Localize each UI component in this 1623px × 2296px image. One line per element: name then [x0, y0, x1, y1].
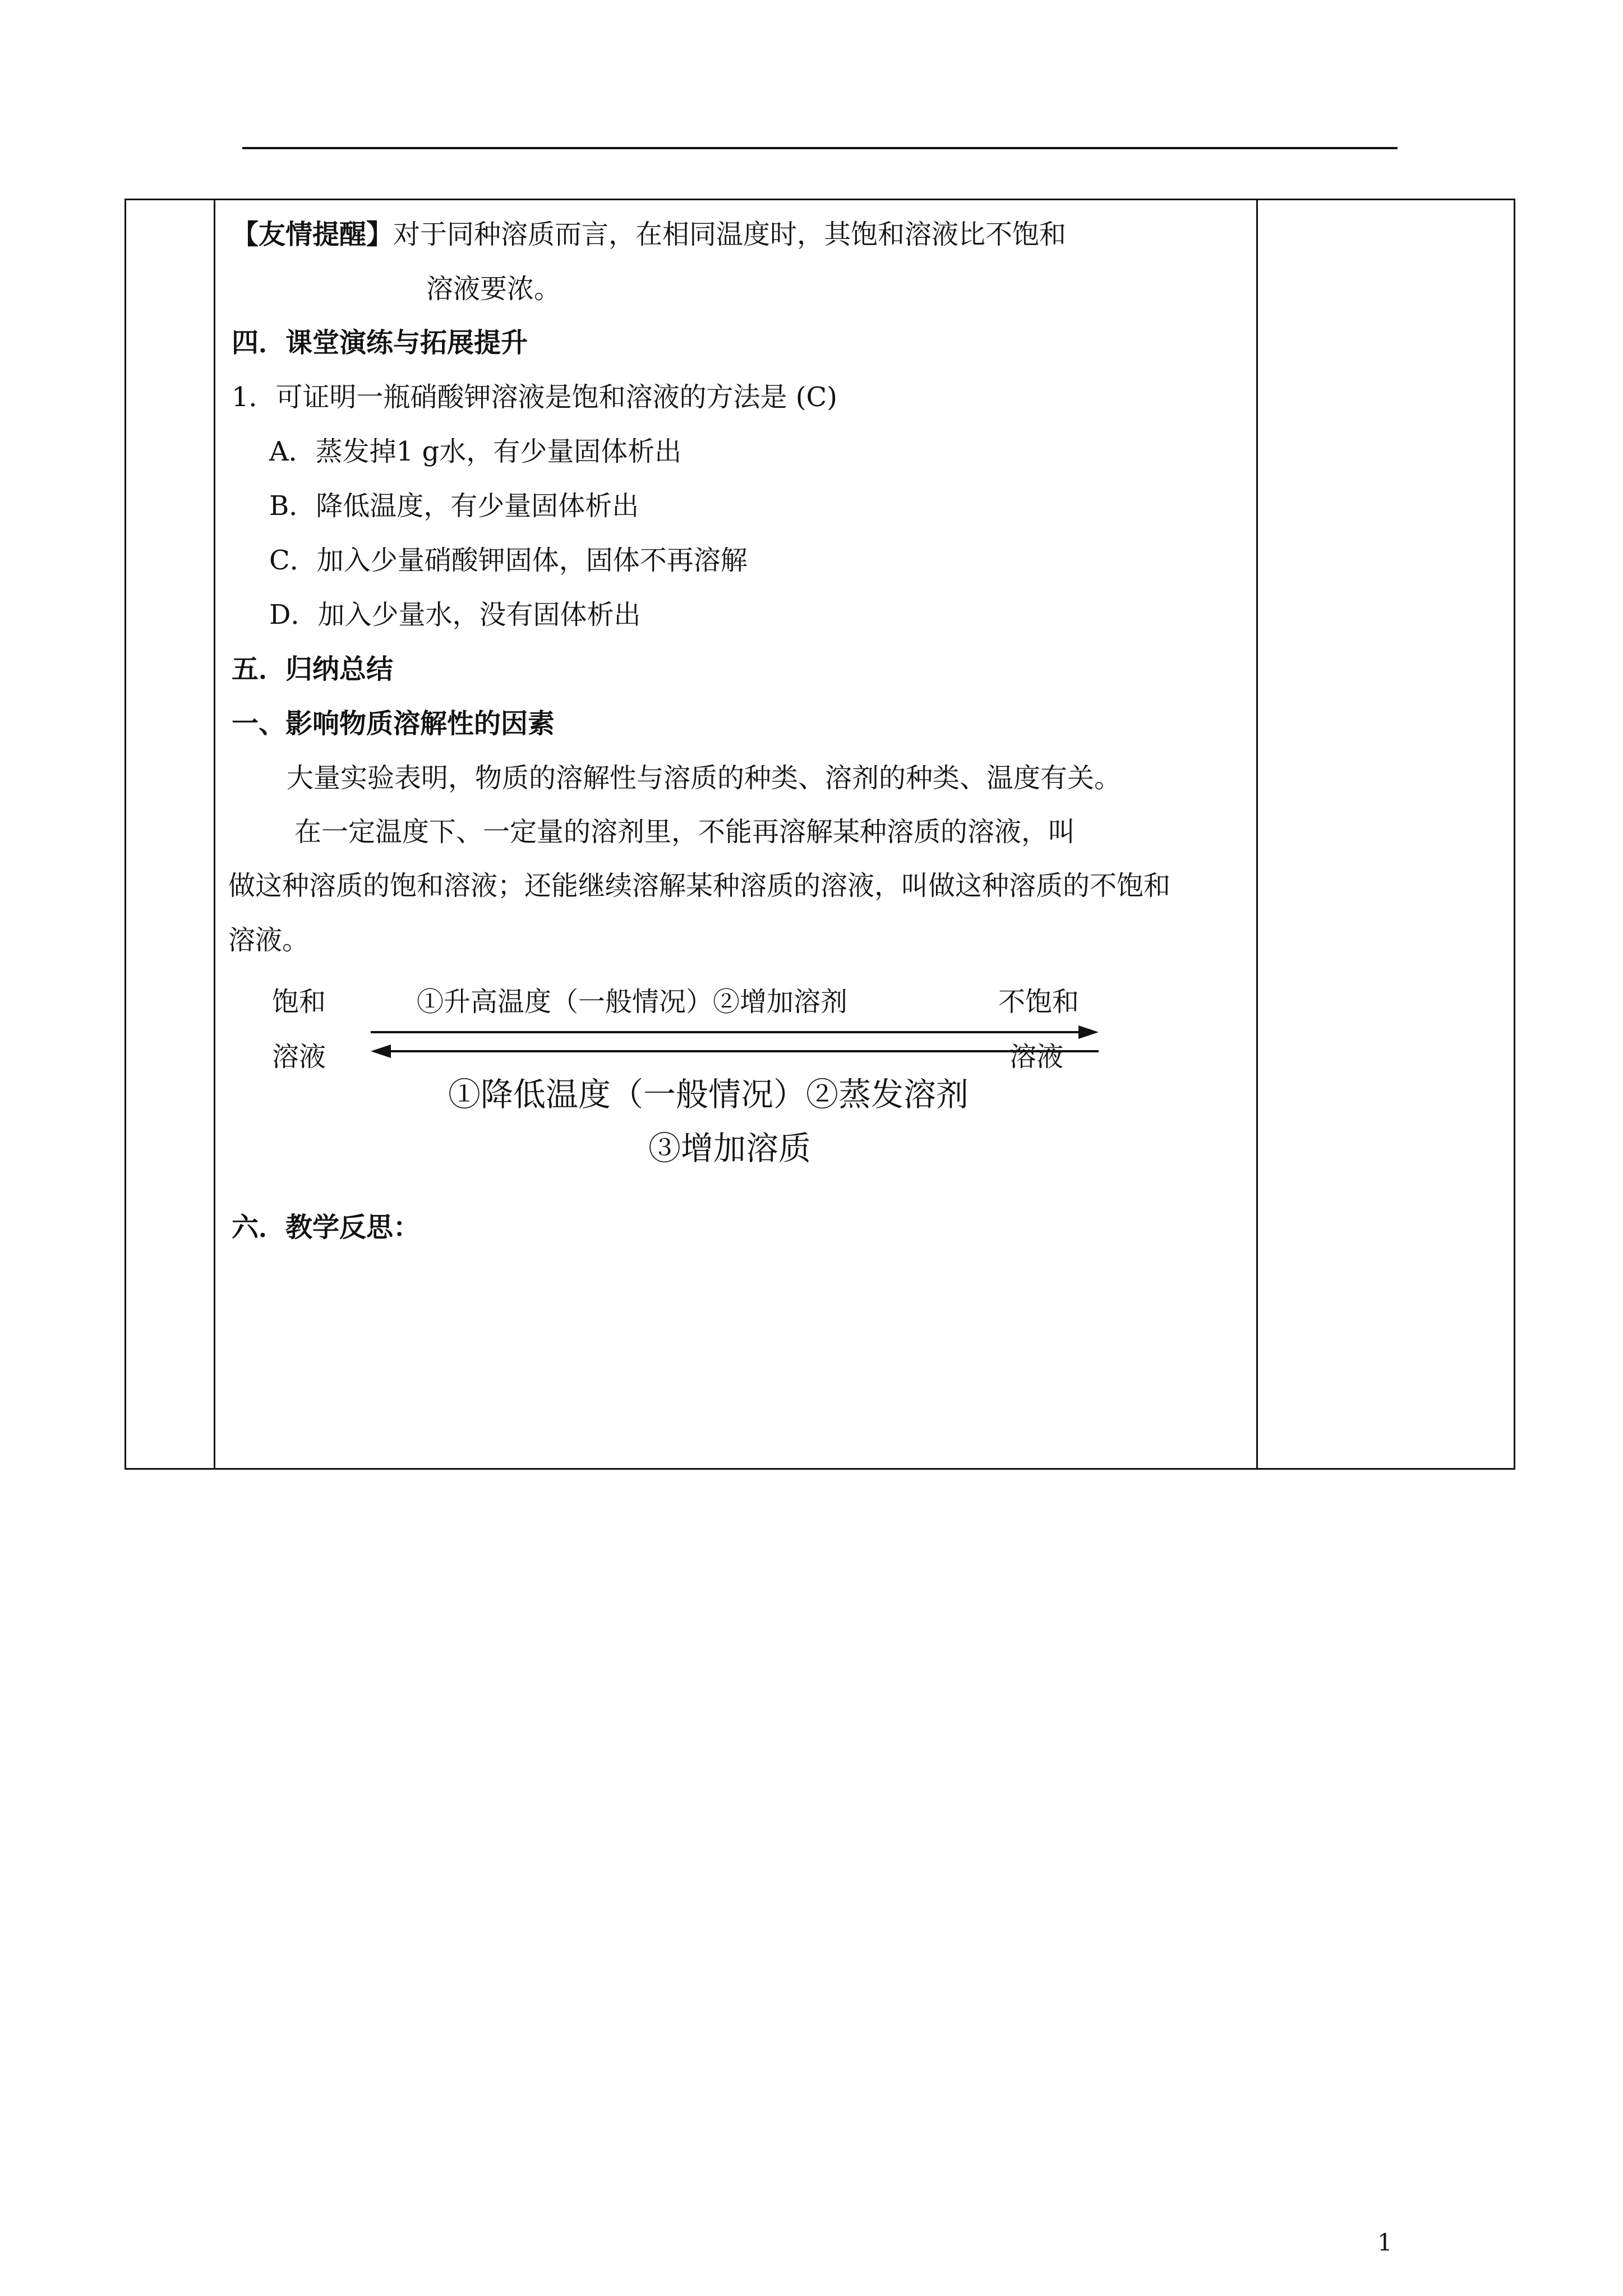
section4-title: 四．课堂演练与拓展提升: [232, 327, 528, 358]
diagram-reverse-label-2: ③增加溶质: [648, 1129, 811, 1167]
tip-line-2: 溶液要浓。: [426, 273, 561, 305]
section5-title: 五．归纳总结: [232, 654, 394, 685]
option-b: B．降低温度，有少量固体析出: [269, 490, 639, 522]
section5-subtitle: 一、影响物质溶解性的因素: [232, 708, 555, 739]
paragraph-2-line-2: 做这种溶质的饱和溶液；还能继续溶解某种溶质的溶液，叫做这种溶质的不饱和: [228, 870, 1171, 901]
tip-line-1: [232, 221, 1066, 248]
table-main-cell: [214, 199, 1256, 1470]
diagram-right-top: 不饱和: [998, 986, 1080, 1018]
paragraph-2-line-1: 在一定温度下、一定量的溶剂里，不能再溶解某种溶质的溶液，叫: [294, 816, 1076, 848]
table-divider-right: [1256, 199, 1258, 1470]
tip-heading: 【友情提醒】: [232, 219, 394, 250]
reverse-arrow: [371, 1045, 1100, 1058]
diagram-right-bottom: 溶液: [1009, 1041, 1064, 1073]
header-rule: [242, 147, 1398, 149]
forward-arrow: [371, 1025, 1100, 1039]
option-d: D．加入少量水，没有固体析出: [269, 599, 641, 631]
option-c: C．加入少量硝酸钾固体，固体不再溶解: [269, 545, 748, 576]
section6-title: 六．教学反思：: [232, 1212, 421, 1243]
diagram-forward-label: ①升高温度（一般情况）②增加溶剂: [417, 986, 848, 1018]
page-number: 1: [1377, 2229, 1393, 2256]
tip-text-1: 对于同种溶质而言，在相同温度时，其饱和溶液比不饱和: [393, 219, 1067, 250]
paragraph-2-line-3: 溶液。: [228, 924, 310, 956]
diagram-left-bottom: 溶液: [272, 1041, 326, 1073]
option-a: A．蒸发掉1 g水，有少量固体析出: [269, 436, 682, 467]
diagram-left-top: 饱和: [272, 986, 326, 1018]
paragraph-1: 大量实验表明，物质的溶解性与溶质的种类、溶剂的种类、温度有关。: [287, 762, 1122, 794]
question-1: 1．可证明一瓶硝酸钾溶液是饱和溶液的方法是 (C): [232, 381, 837, 413]
diagram-reverse-label-1: ①降低温度（一般情况）②蒸发溶剂: [448, 1075, 969, 1114]
